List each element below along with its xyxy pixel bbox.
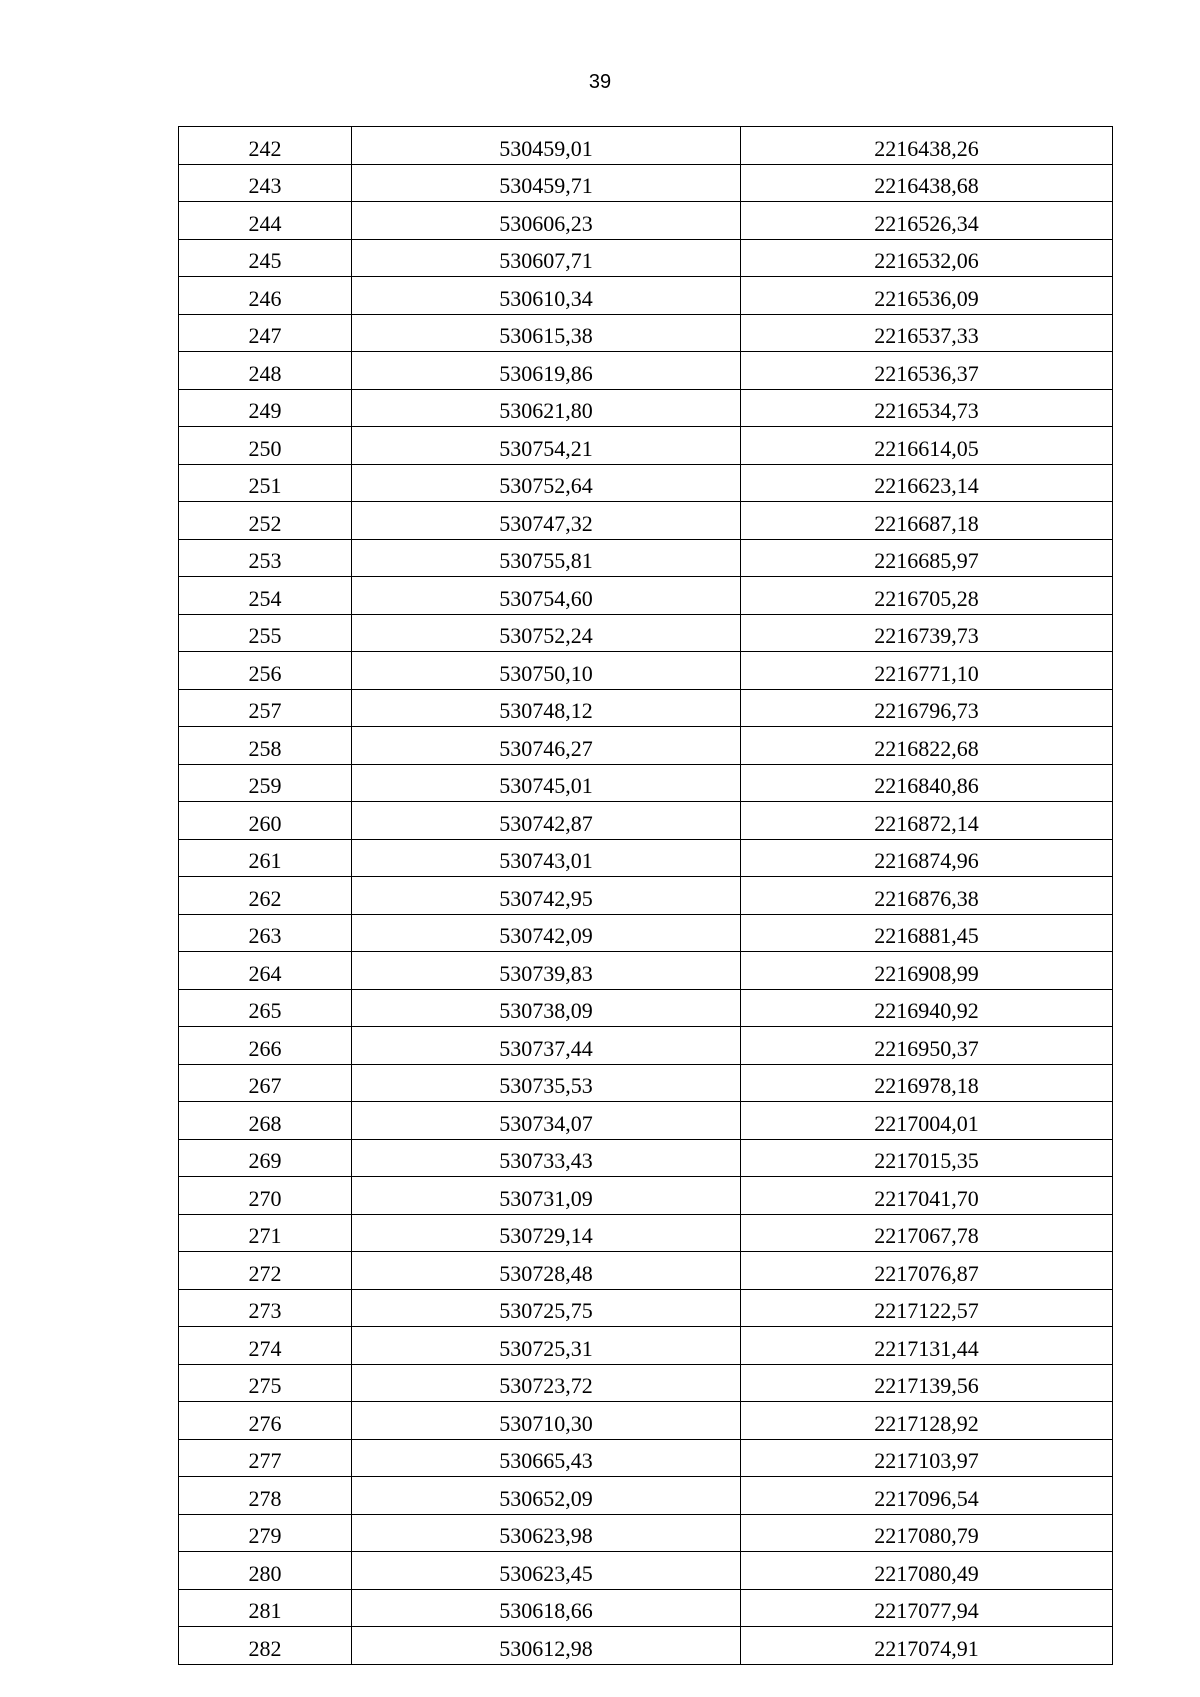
table-row — [179, 577, 1113, 615]
table-row — [179, 1214, 1113, 1252]
table-row — [179, 539, 1113, 577]
y-coordinate-cell: 2217067,78 — [741, 1214, 1113, 1252]
coordinates-table-body — [179, 127, 1113, 1665]
x-coordinate-cell: 530742,87 — [352, 802, 741, 840]
table-row — [179, 1177, 1113, 1215]
table-row — [179, 277, 1113, 315]
x-coordinate-cell: 530623,45 — [352, 1552, 741, 1590]
x-coordinate-cell: 530459,01 — [352, 127, 741, 165]
point-number-cell: 280 — [179, 1552, 352, 1590]
y-coordinate-cell: 2217103,97 — [741, 1439, 1113, 1477]
point-number-cell: 262 — [179, 877, 352, 915]
point-number-cell: 272 — [179, 1252, 352, 1290]
x-coordinate-cell: 530739,83 — [352, 952, 741, 990]
y-coordinate-cell: 2216840,86 — [741, 764, 1113, 802]
y-coordinate-cell: 2216614,05 — [741, 427, 1113, 465]
table-row — [179, 1514, 1113, 1552]
x-coordinate-cell: 530723,72 — [352, 1364, 741, 1402]
x-coordinate-cell: 530745,01 — [352, 764, 741, 802]
table-row — [179, 1402, 1113, 1440]
table-row — [179, 1439, 1113, 1477]
point-number-cell: 274 — [179, 1327, 352, 1365]
table-row — [179, 952, 1113, 990]
table-row — [179, 314, 1113, 352]
point-number-cell: 271 — [179, 1214, 352, 1252]
x-coordinate-cell: 530738,09 — [352, 989, 741, 1027]
table-row — [179, 802, 1113, 840]
x-coordinate-cell: 530728,48 — [352, 1252, 741, 1290]
x-coordinate-cell: 530733,43 — [352, 1139, 741, 1177]
x-coordinate-cell: 530742,95 — [352, 877, 741, 915]
y-coordinate-cell: 2216876,38 — [741, 877, 1113, 915]
y-coordinate-cell: 2217076,87 — [741, 1252, 1113, 1290]
point-number-cell: 244 — [179, 202, 352, 240]
table-row — [179, 502, 1113, 540]
table-row — [179, 1289, 1113, 1327]
x-coordinate-cell: 530606,23 — [352, 202, 741, 240]
y-coordinate-cell: 2217004,01 — [741, 1102, 1113, 1140]
y-coordinate-cell: 2216685,97 — [741, 539, 1113, 577]
y-coordinate-cell: 2217122,57 — [741, 1289, 1113, 1327]
point-number-cell: 275 — [179, 1364, 352, 1402]
y-coordinate-cell: 2217077,94 — [741, 1589, 1113, 1627]
x-coordinate-cell: 530737,44 — [352, 1027, 741, 1065]
y-coordinate-cell: 2217080,79 — [741, 1514, 1113, 1552]
point-number-cell: 276 — [179, 1402, 352, 1440]
x-coordinate-cell: 530755,81 — [352, 539, 741, 577]
y-coordinate-cell: 2216687,18 — [741, 502, 1113, 540]
x-coordinate-cell: 530618,66 — [352, 1589, 741, 1627]
x-coordinate-cell: 530621,80 — [352, 389, 741, 427]
table-row — [179, 1064, 1113, 1102]
point-number-cell: 247 — [179, 314, 352, 352]
point-number-cell: 257 — [179, 689, 352, 727]
x-coordinate-cell: 530652,09 — [352, 1477, 741, 1515]
y-coordinate-cell: 2216532,06 — [741, 239, 1113, 277]
x-coordinate-cell: 530610,34 — [352, 277, 741, 315]
y-coordinate-cell: 2216623,14 — [741, 464, 1113, 502]
point-number-cell: 243 — [179, 164, 352, 202]
point-number-cell: 267 — [179, 1064, 352, 1102]
point-number-cell: 270 — [179, 1177, 352, 1215]
x-coordinate-cell: 530750,10 — [352, 652, 741, 690]
point-number-cell: 263 — [179, 914, 352, 952]
point-number-cell: 281 — [179, 1589, 352, 1627]
point-number-cell: 260 — [179, 802, 352, 840]
x-coordinate-cell: 530623,98 — [352, 1514, 741, 1552]
table-row — [179, 1102, 1113, 1140]
y-coordinate-cell: 2216822,68 — [741, 727, 1113, 765]
y-coordinate-cell: 2216438,26 — [741, 127, 1113, 165]
table-row — [179, 127, 1113, 165]
y-coordinate-cell: 2216536,37 — [741, 352, 1113, 390]
point-number-cell: 246 — [179, 277, 352, 315]
x-coordinate-cell: 530729,14 — [352, 1214, 741, 1252]
x-coordinate-cell: 530752,64 — [352, 464, 741, 502]
point-number-cell: 277 — [179, 1439, 352, 1477]
y-coordinate-cell: 2216526,34 — [741, 202, 1113, 240]
y-coordinate-cell: 2216739,73 — [741, 614, 1113, 652]
table-row — [179, 689, 1113, 727]
y-coordinate-cell: 2217041,70 — [741, 1177, 1113, 1215]
table-row — [179, 764, 1113, 802]
point-number-cell: 268 — [179, 1102, 352, 1140]
x-coordinate-cell: 530615,38 — [352, 314, 741, 352]
point-number-cell: 253 — [179, 539, 352, 577]
table-row — [179, 352, 1113, 390]
point-number-cell: 278 — [179, 1477, 352, 1515]
x-coordinate-cell: 530725,31 — [352, 1327, 741, 1365]
y-coordinate-cell: 2216874,96 — [741, 839, 1113, 877]
y-coordinate-cell: 2217128,92 — [741, 1402, 1113, 1440]
point-number-cell: 252 — [179, 502, 352, 540]
y-coordinate-cell: 2216908,99 — [741, 952, 1113, 990]
x-coordinate-cell: 530747,32 — [352, 502, 741, 540]
x-coordinate-cell: 530607,71 — [352, 239, 741, 277]
x-coordinate-cell: 530725,75 — [352, 1289, 741, 1327]
point-number-cell: 254 — [179, 577, 352, 615]
x-coordinate-cell: 530743,01 — [352, 839, 741, 877]
table-row — [179, 727, 1113, 765]
x-coordinate-cell: 530734,07 — [352, 1102, 741, 1140]
y-coordinate-cell: 2216705,28 — [741, 577, 1113, 615]
y-coordinate-cell: 2216796,73 — [741, 689, 1113, 727]
page-number: 39 — [588, 71, 612, 93]
table-row — [179, 839, 1113, 877]
x-coordinate-cell: 530746,27 — [352, 727, 741, 765]
table-row — [179, 1139, 1113, 1177]
y-coordinate-cell: 2217080,49 — [741, 1552, 1113, 1590]
table-row — [179, 1364, 1113, 1402]
coordinates-table — [178, 126, 1113, 1665]
y-coordinate-cell: 2216771,10 — [741, 652, 1113, 690]
point-number-cell: 251 — [179, 464, 352, 502]
point-number-cell: 245 — [179, 239, 352, 277]
table-row — [179, 1627, 1113, 1665]
y-coordinate-cell: 2216537,33 — [741, 314, 1113, 352]
x-coordinate-cell: 530748,12 — [352, 689, 741, 727]
y-coordinate-cell: 2216536,09 — [741, 277, 1113, 315]
x-coordinate-cell: 530735,53 — [352, 1064, 741, 1102]
y-coordinate-cell: 2216881,45 — [741, 914, 1113, 952]
x-coordinate-cell: 530710,30 — [352, 1402, 741, 1440]
point-number-cell: 256 — [179, 652, 352, 690]
point-number-cell: 259 — [179, 764, 352, 802]
y-coordinate-cell: 2217131,44 — [741, 1327, 1113, 1365]
y-coordinate-cell: 2216978,18 — [741, 1064, 1113, 1102]
x-coordinate-cell: 530665,43 — [352, 1439, 741, 1477]
table-row — [179, 1327, 1113, 1365]
y-coordinate-cell: 2217096,54 — [741, 1477, 1113, 1515]
y-coordinate-cell: 2217074,91 — [741, 1627, 1113, 1665]
point-number-cell: 250 — [179, 427, 352, 465]
point-number-cell: 282 — [179, 1627, 352, 1665]
table-row — [179, 1027, 1113, 1065]
point-number-cell: 264 — [179, 952, 352, 990]
table-row — [179, 427, 1113, 465]
y-coordinate-cell: 2216950,37 — [741, 1027, 1113, 1065]
point-number-cell: 258 — [179, 727, 352, 765]
y-coordinate-cell: 2216872,14 — [741, 802, 1113, 840]
x-coordinate-cell: 530459,71 — [352, 164, 741, 202]
table-row — [179, 1252, 1113, 1290]
table-row — [179, 464, 1113, 502]
table-row — [179, 914, 1113, 952]
y-coordinate-cell: 2216438,68 — [741, 164, 1113, 202]
point-number-cell: 279 — [179, 1514, 352, 1552]
table-row — [179, 877, 1113, 915]
point-number-cell: 265 — [179, 989, 352, 1027]
table-row — [179, 652, 1113, 690]
x-coordinate-cell: 530612,98 — [352, 1627, 741, 1665]
x-coordinate-cell: 530619,86 — [352, 352, 741, 390]
table-row — [179, 1589, 1113, 1627]
table-row — [179, 1552, 1113, 1590]
point-number-cell: 248 — [179, 352, 352, 390]
point-number-cell: 242 — [179, 127, 352, 165]
x-coordinate-cell: 530754,60 — [352, 577, 741, 615]
x-coordinate-cell: 530731,09 — [352, 1177, 741, 1215]
table-row — [179, 989, 1113, 1027]
y-coordinate-cell: 2216534,73 — [741, 389, 1113, 427]
y-coordinate-cell: 2216940,92 — [741, 989, 1113, 1027]
y-coordinate-cell: 2217139,56 — [741, 1364, 1113, 1402]
point-number-cell: 249 — [179, 389, 352, 427]
point-number-cell: 261 — [179, 839, 352, 877]
table-row — [179, 614, 1113, 652]
table-row — [179, 164, 1113, 202]
table-row — [179, 239, 1113, 277]
point-number-cell: 266 — [179, 1027, 352, 1065]
table-row — [179, 202, 1113, 240]
point-number-cell: 255 — [179, 614, 352, 652]
table-row — [179, 1477, 1113, 1515]
point-number-cell: 273 — [179, 1289, 352, 1327]
x-coordinate-cell: 530754,21 — [352, 427, 741, 465]
table-row — [179, 389, 1113, 427]
x-coordinate-cell: 530752,24 — [352, 614, 741, 652]
x-coordinate-cell: 530742,09 — [352, 914, 741, 952]
point-number-cell: 269 — [179, 1139, 352, 1177]
y-coordinate-cell: 2217015,35 — [741, 1139, 1113, 1177]
